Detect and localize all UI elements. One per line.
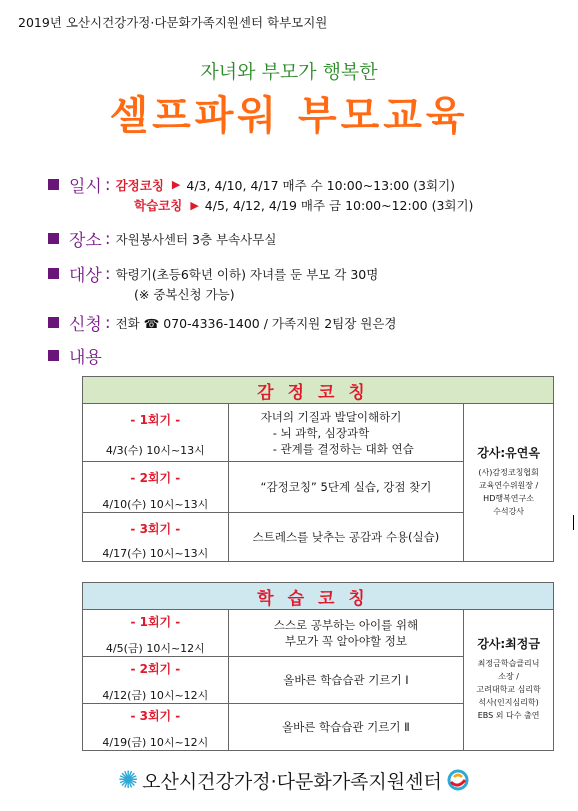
session-content xyxy=(228,704,463,751)
triangle-right-icon: ▶ xyxy=(171,178,181,191)
teacher-name: 강사:최정금 xyxy=(477,637,540,651)
teacher-line: 수석강사 xyxy=(493,507,525,516)
teacher-line: 교육연수위원장 / xyxy=(478,481,539,490)
teacher-line: 최정금학습클리닉 xyxy=(477,659,540,668)
session-cell xyxy=(83,462,229,513)
colon: : xyxy=(104,312,111,333)
session-label: - 3회기 - xyxy=(130,709,181,723)
bullet-square-icon xyxy=(48,179,59,190)
text-cursor xyxy=(573,515,574,530)
teacher-name: 강사:유연옥 xyxy=(477,446,540,460)
session-content xyxy=(228,404,463,462)
teacher-cell xyxy=(464,610,554,751)
bullet-square-icon xyxy=(48,233,59,244)
apply-text: 전화 ☎ 070-4336-1400 / 가족지원 2팀장 원은경 xyxy=(115,315,397,331)
session-date: 4/17(수) 10시~13시 xyxy=(102,547,209,560)
session-date: 4/10(수) 10시~13시 xyxy=(102,498,209,511)
section-apply-label: 신청 xyxy=(69,315,102,335)
session-label: - 2회기 - xyxy=(130,662,181,676)
section-date xyxy=(48,172,455,197)
session-label: - 1회기 - xyxy=(130,413,181,427)
teacher-line: (사)감정코칭협회 xyxy=(478,468,539,477)
session-cell xyxy=(83,610,229,657)
date-text-study: 4/5, 4/12, 4/19 매주 금 10:00~12:00 (3회기) xyxy=(204,198,474,213)
content-line: 스스로 공부하는 아이를 위해 xyxy=(273,618,419,632)
colon: : xyxy=(104,263,111,284)
session-cell xyxy=(83,513,229,562)
session-date: 4/12(금) 10시~12시 xyxy=(102,689,209,702)
session-content xyxy=(228,462,463,513)
page-title: 셀프파워 부모교육 xyxy=(109,93,469,139)
bullet-square-icon xyxy=(48,268,59,279)
content-line: - 관계를 결정하는 대화 연습 xyxy=(272,441,414,456)
section-place xyxy=(48,226,276,251)
content-line: 올바른 학습습관 기르기 Ⅰ xyxy=(283,673,409,687)
family-logo-icon xyxy=(446,769,470,791)
table-row xyxy=(83,404,554,462)
content-line: 부모가 꼭 알아야할 정보 xyxy=(284,634,407,648)
session-date: 4/3(수) 10시~13시 xyxy=(105,444,205,457)
table-row xyxy=(83,610,554,657)
session-label: - 2회기 - xyxy=(130,471,181,485)
section-target-label: 대상 xyxy=(69,266,102,286)
place-text: 자원봉사센터 3층 부속사무실 xyxy=(115,231,277,247)
session-content xyxy=(228,513,463,562)
session-date: 4/19(금) 10시~12시 xyxy=(102,736,209,749)
target-text: 학령기(초등6학년 이하) 자녀를 둔 부모 각 30명 xyxy=(115,266,379,282)
section-content-label: 내용 xyxy=(69,348,102,368)
bullet-square-icon xyxy=(48,317,59,328)
session-cell xyxy=(83,657,229,704)
session-content xyxy=(228,657,463,704)
study-table-header: 학습코칭 xyxy=(83,583,554,610)
section-content xyxy=(48,343,102,368)
colon: : xyxy=(104,228,111,249)
teacher-line: 석사(인지심리학) xyxy=(478,698,539,707)
section-apply xyxy=(48,310,397,335)
content-line: 스트레스를 낮추는 공감과 수용(실습) xyxy=(252,530,440,544)
date-text-emotion: 4/3, 4/10, 4/17 매주 수 10:00~13:00 (3회기) xyxy=(186,177,456,193)
session-date: 4/5(금) 10시~12시 xyxy=(105,642,205,655)
section-date-line2 xyxy=(134,196,473,214)
session-cell xyxy=(83,704,229,751)
subtitle: 자녀와 부모가 행복한 xyxy=(200,61,378,83)
footer-text: 오산시건강가정·다문화가족지원센터 xyxy=(142,770,442,793)
date-tag-emotion: 감정코칭 xyxy=(115,177,164,193)
session-label: - 3회기 - xyxy=(130,522,181,536)
pinwheel-logo-icon: ✺ xyxy=(118,766,139,794)
content-line: - 뇌 과학, 심장과학 xyxy=(272,425,370,440)
bullet-square-icon xyxy=(48,350,59,361)
content-line: 자녀의 기질과 발달이해하기 xyxy=(260,409,402,424)
section-target xyxy=(48,261,378,286)
teacher-line: HD행복연구소 xyxy=(483,494,534,503)
date-tag-study: 학습코칭 xyxy=(134,198,183,213)
study-coaching-table xyxy=(82,582,554,751)
emotion-coaching-table xyxy=(82,376,554,562)
content-line: 올바른 학습습관 기르기 Ⅱ xyxy=(282,720,410,734)
section-place-label: 장소 xyxy=(69,231,102,251)
emotion-table-header: 감정코칭 xyxy=(83,377,554,404)
triangle-right-icon: ▶ xyxy=(190,198,199,212)
footer xyxy=(118,766,470,794)
teacher-line: 소장 / xyxy=(498,672,519,681)
header-text: 2019년 오산시건강가정·다문화가족지원센터 학부모지원 xyxy=(18,15,328,30)
teacher-cell xyxy=(464,404,554,562)
section-date-label: 일시 xyxy=(69,177,102,197)
content-line: “감정코칭” 5단계 실습, 강점 찾기 xyxy=(260,480,432,494)
session-cell xyxy=(83,404,229,462)
target-note: (※ 중복신청 가능) xyxy=(134,287,235,302)
teacher-line: EBS 외 다수 출연 xyxy=(477,711,540,720)
session-label: - 1회기 - xyxy=(130,615,181,629)
session-content xyxy=(228,610,463,657)
colon: : xyxy=(104,174,111,195)
teacher-line: 고려대학교 심리학 xyxy=(476,685,541,694)
